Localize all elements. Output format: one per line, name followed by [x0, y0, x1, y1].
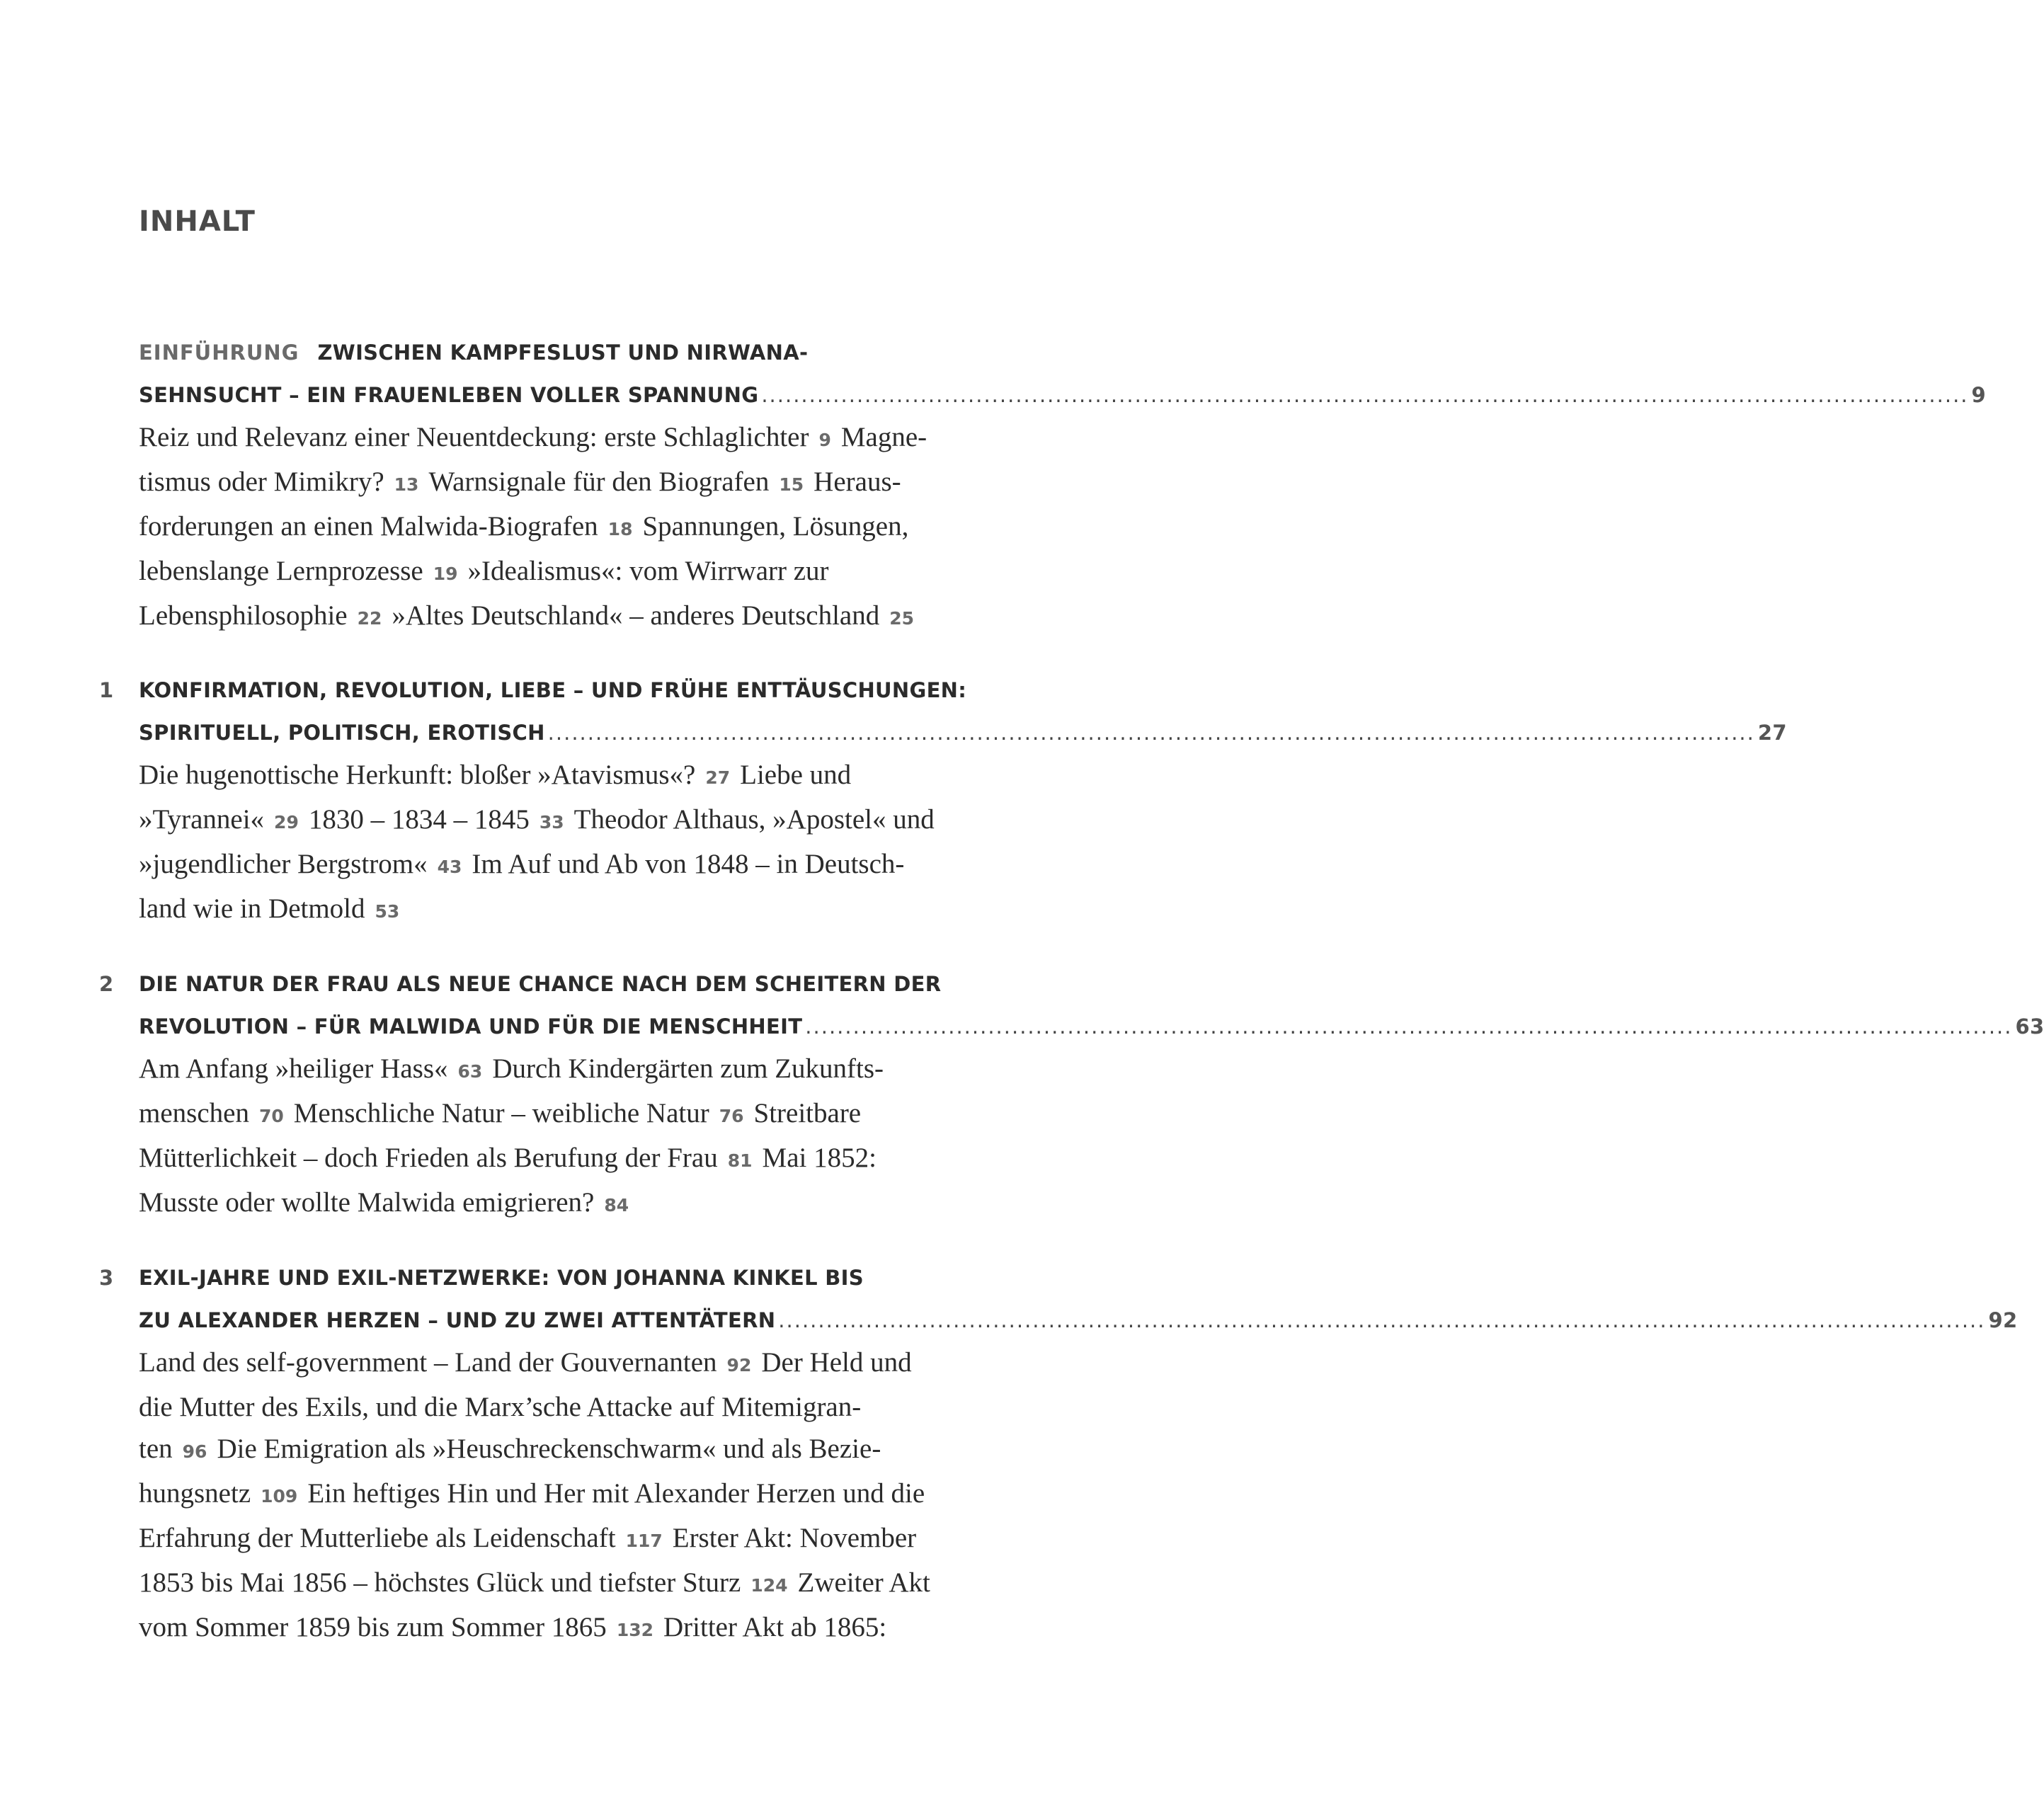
subsection-line: [139, 1182, 1020, 1226]
subsection-line: [139, 1137, 1020, 1182]
chapter-number: 2: [99, 972, 114, 996]
subsection-page-number: 33: [539, 812, 564, 833]
subsection-page-number: 117: [625, 1531, 663, 1551]
subsection-line: [139, 843, 1020, 888]
subsection-line: [139, 595, 1020, 639]
title-line-2: SPIRITUELL, POLITISCH, EROTISCH: [139, 721, 545, 745]
page-number: 92: [1988, 1308, 2018, 1332]
title-line-1: ZWISCHEN KAMPFESLUST UND NIRWANA-: [317, 341, 809, 365]
toc-entry-chapter-2[interactable]: [99, 963, 2044, 1226]
subsection-title: Zweiter Akt: [797, 1567, 930, 1598]
subsection-title: Lebensphilosophie: [139, 600, 348, 631]
subsection-line: [139, 1342, 1020, 1386]
subsection-page-number: 132: [616, 1620, 653, 1640]
subsection-page-number: 109: [261, 1486, 298, 1506]
subsection-title: hungsnetz: [139, 1478, 251, 1509]
subsection-title: menschen: [139, 1098, 249, 1128]
title-line-1: DIE NATUR DER FRAU ALS NEUE CHANCE NACH DEM SCHEITERN DER: [139, 972, 942, 996]
subsection-page-number: 25: [889, 608, 915, 629]
subsection-list: [139, 754, 1020, 932]
subsection-line: [139, 416, 1020, 461]
chapter-number: 1: [99, 678, 114, 702]
subsection-title: ten: [139, 1434, 173, 1464]
subsection-title: Theodor Althaus, »Apostel« und: [573, 804, 935, 835]
subsection-line: [139, 1048, 1020, 1092]
subsection-title: Die Emigration als »Heuschreckenschwarm« und als Bezie-: [217, 1434, 881, 1464]
subsection-line: [139, 1092, 1020, 1137]
title-line-2: REVOLUTION – FÜR MALWIDA UND FÜR DIE MENSCHHEIT: [139, 1014, 803, 1039]
dot-leader: ........................................................................................................................................................: [778, 1308, 1986, 1332]
subsection-title: Spannungen, Lösungen,: [642, 511, 909, 542]
toc-entry-title: [139, 331, 1986, 416]
subsection-title: »Idealismus«: vom Wirrwarr zur: [467, 556, 829, 586]
subsection-page-number: 13: [394, 474, 419, 495]
subsection-title: Warnsignale für den Biografen: [428, 467, 770, 497]
subsection-page-number: 18: [607, 519, 633, 539]
subsection-page-number: 81: [727, 1150, 753, 1171]
subsection-title: »jugendlicher Bergstrom«: [139, 849, 428, 879]
subsection-page-number: 19: [433, 564, 458, 584]
toc-entry-title: [139, 963, 2044, 1048]
page-number: 9: [1971, 383, 1986, 407]
subsection-page-number: 63: [457, 1061, 483, 1082]
title-line-2: SEHNSUCHT – EIN FRAUENLEBEN VOLLER SPANNUNG: [139, 383, 759, 407]
chapter-number: 3: [99, 1266, 114, 1290]
subsection-title: Heraus-: [813, 467, 901, 497]
page-number: 27: [1757, 721, 1787, 745]
subsection-line: [139, 461, 1020, 505]
subsection-title: lebenslange Lernprozesse: [139, 556, 423, 586]
subsection-line: [139, 550, 1020, 595]
subsection-line: [139, 505, 1020, 550]
subsection-line: [139, 1562, 1020, 1606]
toc-entry-chapter-3[interactable]: [99, 1257, 2018, 1651]
subsection-page-number: 15: [779, 474, 804, 495]
subsection-title: Streitbare: [753, 1098, 862, 1128]
subsection-title: 1853 bis Mai 1856 – höchstes Glück und tiefster Sturz: [139, 1567, 741, 1598]
subsection-title: Musste oder wollte Malwida emigrieren?: [139, 1187, 595, 1218]
subsection-title: 1830 – 1834 – 1845: [308, 804, 530, 835]
subsection-page-number: 43: [437, 857, 462, 877]
subsection-title: Menschliche Natur – weibliche Natur: [293, 1098, 709, 1128]
page-title: INHALT: [139, 205, 256, 238]
dot-leader: ........................................................................................................................................................: [761, 383, 1969, 407]
toc-entry-intro[interactable]: [99, 331, 1986, 639]
subsection-page-number: 70: [258, 1106, 284, 1126]
page-number: 63: [2015, 1014, 2044, 1039]
subsection-list: [139, 416, 1020, 639]
subsection-title: Liebe und: [740, 760, 852, 790]
subsection-page-number: 9: [818, 430, 831, 450]
dot-leader: ........................................................................................................................................................: [547, 721, 1755, 745]
subsection-title: Durch Kindergärten zum Zukunfts-: [492, 1053, 884, 1084]
subsection-page-number: 53: [375, 901, 400, 922]
entry-label: EINFÜHRUNG: [139, 341, 299, 365]
title-line-1: KONFIRMATION, REVOLUTION, LIEBE – UND FRÜHE ENTTÄUSCHUNGEN:: [139, 678, 967, 702]
toc-entry-title: [139, 1257, 2018, 1342]
subsection-title: Der Held und: [761, 1347, 912, 1378]
subsection-page-number: 92: [726, 1355, 752, 1376]
subsection-line: [139, 888, 1020, 932]
subsection-line: [139, 754, 1020, 799]
subsection-title: Dritter Akt ab 1865:: [663, 1612, 887, 1642]
title-line-1: EXIL-JAHRE UND EXIL-NETZWERKE: VON JOHANNA KINKEL BIS: [139, 1266, 864, 1290]
subsection-title: Die hugenottische Herkunft: bloßer »Atavismus«?: [139, 760, 696, 790]
subsection-page-number: 22: [357, 608, 382, 629]
subsection-title: Land des self-government – Land der Gouvernanten: [139, 1347, 717, 1378]
subsection-title: »Altes Deutschland« – anderes Deutschland: [392, 600, 880, 631]
subsection-title: Erfahrung der Mutterliebe als Leidenschaft: [139, 1523, 616, 1553]
subsection-title: Mütterlichkeit – doch Frieden als Berufung der Frau: [139, 1143, 718, 1173]
subsection-page-number: 124: [750, 1575, 788, 1596]
subsection-line: [139, 1428, 1020, 1472]
toc-entry-title: [139, 669, 1787, 754]
subsection-line: [139, 1606, 1020, 1651]
subsection-title: »Tyrannei«: [139, 804, 265, 835]
subsection-page-number: 29: [274, 812, 299, 833]
toc-entry-chapter-1[interactable]: [99, 669, 1787, 932]
subsection-page-number: 76: [719, 1106, 744, 1126]
subsection-title: Erster Akt: November: [672, 1523, 917, 1553]
subsection-title: Am Anfang »heiliger Hass«: [139, 1053, 448, 1084]
subsection-title: Reiz und Relevanz einer Neuentdeckung: erste Schlaglichter: [139, 422, 809, 452]
subsection-line: [139, 1386, 1020, 1428]
subsection-title: Mai 1852:: [762, 1143, 877, 1173]
subsection-title: forderungen an einen Malwida-Biografen: [139, 511, 598, 542]
subsection-page-number: 84: [604, 1195, 629, 1216]
subsection-title: land wie in Detmold: [139, 893, 365, 924]
dot-leader: ........................................................................................................................................................: [805, 1014, 2013, 1039]
subsection-page-number: 27: [705, 767, 731, 788]
title-line-2: ZU ALEXANDER HERZEN – UND ZU ZWEI ATTENTÄTERN: [139, 1308, 776, 1332]
subsection-line: [139, 799, 1020, 843]
subsection-line: [139, 1472, 1020, 1517]
subsection-title: Ein heftiges Hin und Her mit Alexander Herzen und die: [307, 1478, 925, 1509]
subsection-title: die Mutter des Exils, und die Marx’sche Attacke auf Mitemigran-: [139, 1392, 862, 1422]
subsection-list: [139, 1342, 1020, 1651]
subsection-title: tismus oder Mimikry?: [139, 467, 384, 497]
subsection-title: Magne-: [840, 422, 927, 452]
subsection-list: [139, 1048, 1020, 1226]
subsection-title: vom Sommer 1859 bis zum Sommer 1865: [139, 1612, 607, 1642]
subsection-title: Im Auf und Ab von 1848 – in Deutsch-: [472, 849, 905, 879]
subsection-line: [139, 1517, 1020, 1562]
subsection-page-number: 96: [182, 1441, 207, 1462]
